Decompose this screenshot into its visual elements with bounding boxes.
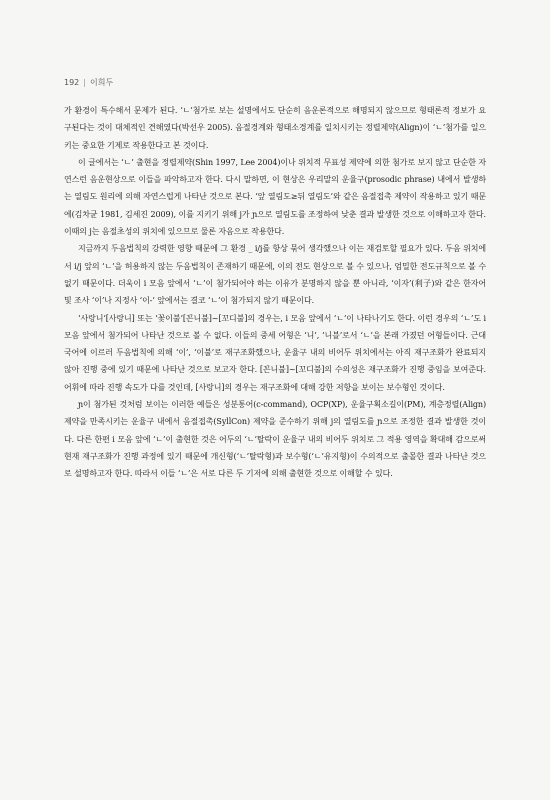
paragraph-4: ‘사랑니’[사랑니] 또는 ‘꽃이불’[꼰니불]~[꼬디불]의 경우는, i 모음 앞에서 ‘ㄴ’이 나타나기도 한다. 이런 경우의 ‘ㄴ’도 i 모음 앞에서 첨가되어 나타난 것으로 볼 수 없다. 이들의 중세 어형은 ‘니’, ‘니블’로서 ‘ㄴ’을 본래 가졌던 어형들이다. 근대국어에 이르러 두음법칙에 의해 ‘이’, ‘이불’로 재구조화했으나, 운율구 내의 비어두 위치에서는 아직 재구조화가 완료되지 않아 진행 중에 있기 때문에 나타난 것으로 보고자 한다. [꼰니불]~[꼬디불]의 수의성은 재구조화가 진행 중임을 보여준다. 어휘에 따라 진행 속도가 다를 것인데, [사랑니]의 경우는 재구조화에 대해 강한 저항을 보이는 보수형인 것이다. xyxy=(64,313,486,392)
paragraph-3: 지금까지 두음법칙의 강력한 영향 때문에 그 환경 _ i/j를 항상 묶어 생각했으나 이는 재검토할 필요가 있다. 두음 위치에서 i/j 앞의 ‘ㄴ’을 허용하지 않는 두음법칙이 존재하기 때문에, 이의 전도 현상으로 볼 수 있으나, 엄밀한 전도규칙으로 볼 수 없기 때문이다. 더욱이 i 모음 앞에서 ‘ㄴ’이 첨가되어야 하는 이유가 분명하지 않을 뿐 아니라, ‘이자’(利子)와 같은 한자어 및 조사 ‘이’나 지정사 ‘이-’ 앞에서는 결코 ‘ㄴ’이 첨가되지 않기 때문이다. xyxy=(64,244,486,306)
body-text xyxy=(64,102,486,483)
header-separator: | xyxy=(83,78,86,87)
running-head-author: 이희두 xyxy=(89,78,114,87)
paragraph-1: 가 환경이 특수해서 문제가 된다. ‘ㄴ’첨가로 보는 설명에서도 단순히 음운론적으로 해명되지 않으므로 형태론적 정보가 요구된다는 것이 대체적인 견해였다(박선우 2005). 음절경계와 형태소경계를 일치시키는 정렬제약(Align)이 ‘ㄴ’첨가를 일으키는 중요한 기제로 작용한다고 본 것이다. xyxy=(64,106,486,150)
running-head xyxy=(64,77,113,88)
paragraph-5: ɲ이 첨가된 것처럼 보이는 이러한 예들은 성분통어(c-command), OCP(XP), 운율구획소길이(PM), 계층정렬(Align) 제약을 만족시키는 운율구 내에서 음절접촉(SyllCon) 제약을 준수하기 위해 j의 열림도를 ɲ으로 조정한 결과 발생한 것이다. 다른 한편 i 모음 앞에 ‘ㄴ’이 출현한 것은 어두의 ‘ㄴ’탈락이 운율구 내의 비어두 위치로 그 적용 영역을 확대해 감으로써 현재 재구조화가 진행 과정에 있기 때문에 개신형(‘ㄴ’탈락형)과 보수형(‘ㄴ’유지형)이 수의적으로 출몰한 결과 나타난 것으로 설명하고자 한다. 따라서 이들 ‘ㄴ’은 서로 다른 두 기저에 의해 출현한 것으로 이해할 수 있다. xyxy=(64,400,486,479)
paragraph-2: 이 글에서는 ‘ㄴ’ 출현을 정렬제약(Shin 1997, Lee 2004)이나 위치적 무표성 제약에 의한 첨가로 보지 않고 단순한 자연스런 음운현상으로 이들을 파악하고자 한다. 다시 말하면, 이 현상은 우리말의 운율구(prosodic phrase) 내에서 발생하는 열림도 원리에 의해 자연스럽게 나타난 것으로 본다. ‘앞 열림도≥뒤 열림도’와 같은 음절접촉 제약이 작용하고 있기 때문에(김차균 1981, 김세진 2009), 이를 지키기 위해 j가 ɲ으로 열림도를 조정하여 낮춘 결과 발생한 것으로 이해하고자 한다. 이때의 j는 음절초성의 위치에 있으므로 물론 자음으로 작용한다. xyxy=(64,157,486,237)
page-number: 192 xyxy=(64,78,80,87)
